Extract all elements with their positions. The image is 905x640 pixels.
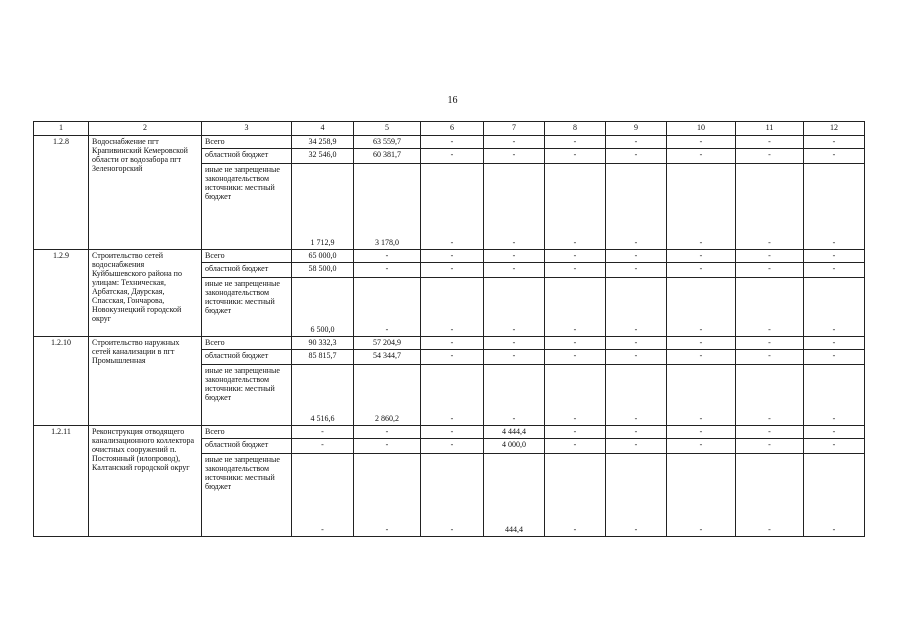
column-header: 7 (484, 122, 545, 136)
funding-source: областной бюджет (202, 149, 292, 164)
funding-source: Всего (202, 426, 292, 439)
value-cell: - (354, 250, 421, 263)
value-cell: - (736, 164, 804, 250)
value-cell: 32 546,0 (292, 149, 354, 164)
column-header: 10 (667, 122, 736, 136)
value-cell: - (421, 454, 484, 537)
value-cell: - (736, 426, 804, 439)
column-header: 12 (804, 122, 865, 136)
value-cell: - (804, 365, 865, 426)
item-number: 1.2.11 (34, 426, 89, 537)
funding-source: Всего (202, 136, 292, 149)
value-cell: 57 204,9 (354, 337, 421, 350)
value-cell: - (736, 136, 804, 149)
value-cell: - (484, 278, 545, 337)
column-header: 11 (736, 122, 804, 136)
item-name: Реконструкция отводящего канализационного коллектора очистных сооружений п. Постоянный (илопровод), Калтанский городской округ (89, 426, 202, 537)
value-cell: - (484, 350, 545, 365)
value-cell: - (421, 278, 484, 337)
value-cell: - (736, 439, 804, 454)
funding-source: иные не запрещенные законодательством источники: местный бюджет (202, 454, 292, 537)
funding-source: иные не запрещенные законодательством источники: местный бюджет (202, 164, 292, 250)
value-cell: - (421, 263, 484, 278)
value-cell: 65 000,0 (292, 250, 354, 263)
value-cell: - (545, 454, 606, 537)
value-cell: - (484, 250, 545, 263)
item-name: Строительство сетей водоснабжения Куйбышевского района по улицам: Техническая, Арбатская, Даурская, Спасская, Гончарова, Новокузнецкий городской округ (89, 250, 202, 337)
value-cell: - (484, 136, 545, 149)
column-header: 9 (606, 122, 667, 136)
value-cell: - (667, 278, 736, 337)
value-cell: - (606, 278, 667, 337)
value-cell: - (606, 439, 667, 454)
value-cell: - (667, 136, 736, 149)
value-cell: - (484, 337, 545, 350)
funding-source: областной бюджет (202, 263, 292, 278)
value-cell: - (354, 454, 421, 537)
page-number: 16 (447, 95, 458, 106)
value-cell: - (804, 250, 865, 263)
value-cell: 85 815,7 (292, 350, 354, 365)
value-cell: - (667, 164, 736, 250)
value-cell: - (667, 250, 736, 263)
value-cell: - (545, 149, 606, 164)
value-cell: - (736, 454, 804, 537)
value-cell: - (804, 350, 865, 365)
value-cell: - (421, 439, 484, 454)
value-cell: - (804, 426, 865, 439)
value-cell: 1 712,9 (292, 164, 354, 250)
value-cell: - (354, 263, 421, 278)
funding-source: Всего (202, 250, 292, 263)
value-cell: - (667, 365, 736, 426)
value-cell: - (804, 263, 865, 278)
value-cell: - (606, 350, 667, 365)
value-cell: 58 500,0 (292, 263, 354, 278)
item-number: 1.2.9 (34, 250, 89, 337)
value-cell: - (545, 136, 606, 149)
value-cell: - (667, 350, 736, 365)
funding-source: иные не запрещенные законодательством источники: местный бюджет (202, 278, 292, 337)
value-cell: - (667, 337, 736, 350)
table-row (34, 136, 865, 149)
item-number: 1.2.10 (34, 337, 89, 426)
value-cell: 3 178,0 (354, 164, 421, 250)
column-header: 1 (34, 122, 89, 136)
value-cell: 54 344,7 (354, 350, 421, 365)
value-cell: - (292, 426, 354, 439)
value-cell: - (804, 439, 865, 454)
value-cell: - (606, 136, 667, 149)
value-cell: 4 516,6 (292, 365, 354, 426)
value-cell: - (545, 250, 606, 263)
value-cell: 4 444,4 (484, 426, 545, 439)
value-cell: - (421, 337, 484, 350)
value-cell: - (421, 136, 484, 149)
value-cell: - (606, 454, 667, 537)
item-name: Водоснабжение пгт Крапивинский Кемеровской области от водозабора пгт Зеленогорский (89, 136, 202, 250)
value-cell: - (667, 439, 736, 454)
value-cell: - (606, 164, 667, 250)
column-header: 3 (202, 122, 292, 136)
value-cell: - (292, 439, 354, 454)
value-cell: - (804, 278, 865, 337)
value-cell: - (545, 337, 606, 350)
value-cell: - (421, 149, 484, 164)
value-cell: - (736, 365, 804, 426)
value-cell: - (606, 149, 667, 164)
value-cell: - (667, 426, 736, 439)
value-cell: 90 332,3 (292, 337, 354, 350)
value-cell: - (421, 426, 484, 439)
funding-source: Всего (202, 337, 292, 350)
table-row (34, 337, 865, 350)
item-number: 1.2.8 (34, 136, 89, 250)
value-cell: - (545, 350, 606, 365)
column-header: 8 (545, 122, 606, 136)
value-cell: - (545, 263, 606, 278)
value-cell: - (667, 454, 736, 537)
value-cell: - (736, 278, 804, 337)
value-cell: 2 860,2 (354, 365, 421, 426)
value-cell: - (736, 263, 804, 278)
value-cell: - (354, 439, 421, 454)
value-cell: - (667, 263, 736, 278)
value-cell: - (354, 426, 421, 439)
value-cell: 4 000,0 (484, 439, 545, 454)
value-cell: 444,4 (484, 454, 545, 537)
column-header: 5 (354, 122, 421, 136)
table-row (34, 250, 865, 263)
value-cell: - (736, 337, 804, 350)
value-cell: - (421, 365, 484, 426)
value-cell: 60 381,7 (354, 149, 421, 164)
value-cell: - (804, 149, 865, 164)
value-cell: - (606, 365, 667, 426)
value-cell: - (804, 164, 865, 250)
table-row (34, 426, 865, 439)
funding-source: областной бюджет (202, 350, 292, 365)
value-cell: - (804, 337, 865, 350)
value-cell: 6 500,0 (292, 278, 354, 337)
value-cell: - (484, 164, 545, 250)
value-cell: - (292, 454, 354, 537)
value-cell: - (545, 164, 606, 250)
value-cell: - (667, 149, 736, 164)
table-header-row (34, 122, 865, 136)
value-cell: - (606, 250, 667, 263)
value-cell: - (606, 263, 667, 278)
value-cell: - (804, 454, 865, 537)
value-cell: - (421, 164, 484, 250)
value-cell: - (606, 426, 667, 439)
funding-source: областной бюджет (202, 439, 292, 454)
funding-source: иные не запрещенные законодательством источники: местный бюджет (202, 365, 292, 426)
column-header: 6 (421, 122, 484, 136)
value-cell: - (545, 426, 606, 439)
item-name: Строительство наружных сетей канализации в пгт Промышленная (89, 337, 202, 426)
value-cell: - (484, 263, 545, 278)
value-cell: - (484, 365, 545, 426)
value-cell: - (354, 278, 421, 337)
value-cell: - (736, 149, 804, 164)
value-cell: - (804, 136, 865, 149)
value-cell: - (421, 250, 484, 263)
value-cell: - (545, 365, 606, 426)
value-cell: 63 559,7 (354, 136, 421, 149)
column-header: 2 (89, 122, 202, 136)
value-cell: - (421, 350, 484, 365)
value-cell: 34 258,9 (292, 136, 354, 149)
value-cell: - (736, 350, 804, 365)
value-cell: - (545, 278, 606, 337)
value-cell: - (606, 337, 667, 350)
value-cell: - (545, 439, 606, 454)
value-cell: - (484, 149, 545, 164)
budget-table (33, 121, 865, 537)
column-header: 4 (292, 122, 354, 136)
value-cell: - (736, 250, 804, 263)
